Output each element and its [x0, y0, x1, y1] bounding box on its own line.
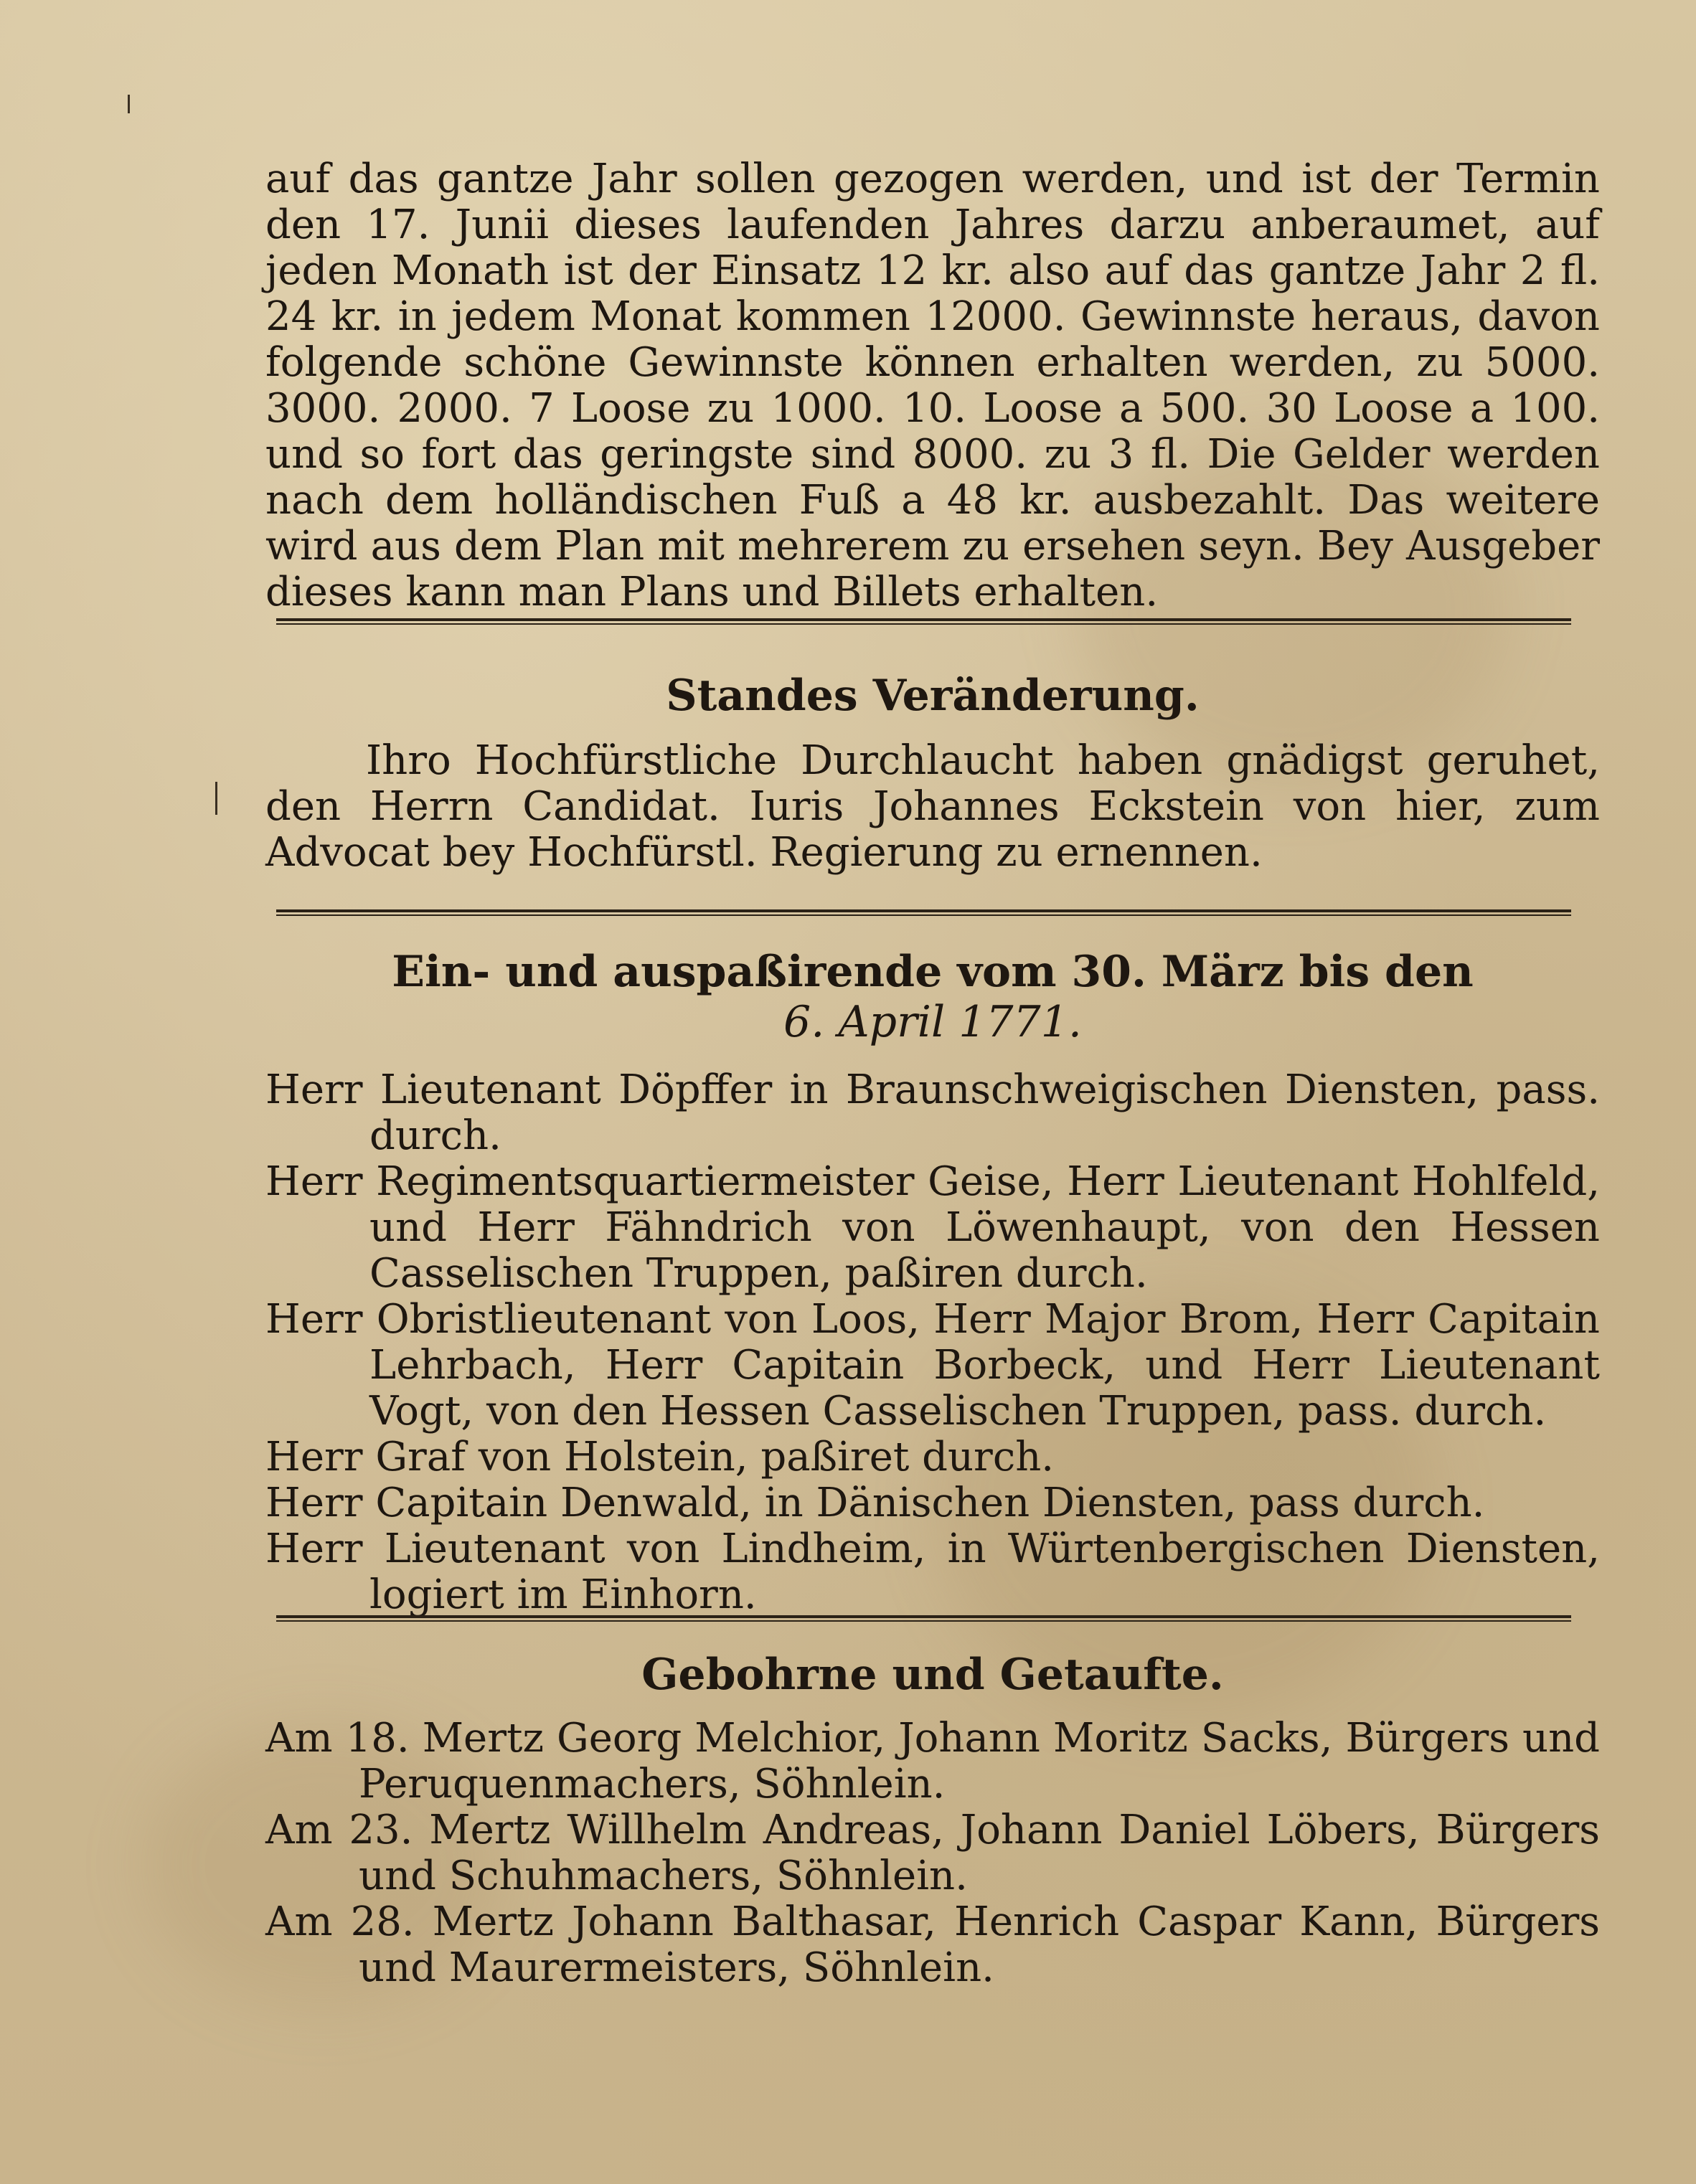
births-list [265, 1716, 1600, 1991]
list-item: Am 18. Mertz Georg Melchior, Johann Moritz Sacks, Bürgers und Peruquenmachers, Söhnlein. [265, 1715, 1600, 1807]
births-section [265, 1650, 1600, 1991]
standes-heading: Standes Veränderung. [666, 671, 1200, 721]
passing-list [265, 1067, 1600, 1618]
margin-mark [128, 95, 130, 113]
list-item: Am 23. Mertz Willhelm Andreas, Johann Daniel Löbers, Bürgers und Schuhmachers, Söhnlein. [265, 1807, 1600, 1899]
margin-mark [215, 782, 217, 815]
list-item: Herr Graf von Holstein, paßiret durch. [265, 1434, 1055, 1480]
list-item: Herr Capitain Denwald, in Dänischen Diensten, pass durch. [265, 1480, 1485, 1526]
intro-section [265, 156, 1600, 615]
passing-heading-line1: Ein- und auspaßirende vom 30. März bis den [392, 947, 1474, 997]
section-divider [276, 618, 1571, 625]
list-item: Herr Regimentsquartiermeister Geise, Herr Lieutenant Hohlfeld, und Herr Fähndrich von Löwenhaupt, von den Hessen Casselischen Truppen, paßiren durch. [265, 1158, 1600, 1297]
list-item: Herr Lieutenant Döpffer in Braunschweigischen Diensten, pass. durch. [265, 1067, 1600, 1159]
list-item: Herr Lieutenant von Lindheim, in Würtenbergischen Diensten, logiert im Einhorn. [265, 1526, 1600, 1618]
intro-paragraph: auf das gantze Jahr sollen gezogen werden, und ist der Termin den 17. Junii dieses laufenden Jahres darzu anberaumet, auf jeden Monath ist der Einsatz 12 kr. also auf das gantze Jahr 2 fl. 24 kr. in jedem Monat kommen 12000. Gewinnste heraus, davon folgende schöne Gewinnste können erhalten werden, zu 5000. 3000. 2000. 7 Loose zu 1000. 10. Loose a 500. 30 Loose a 100. und so fort das geringste sind 8000. zu 3 fl. Die Gelder werden nach dem holländischen Fuß a 48 kr. ausbezahlt. Das weitere wird aus dem Plan mit mehrerem zu ersehen seyn. Bey Ausgeber dieses kann man Plans und Billets erhalten. [265, 156, 1600, 615]
births-heading: Gebohrne und Getaufte. [641, 1650, 1224, 1700]
passing-heading-line2: 6. April 1771. [783, 997, 1082, 1047]
standes-paragraph: Ihro Hochfürstliche Durchlaucht haben gnädigst geruhet, den Herrn Candidat. Iuris Johannes Eckstein von hier, zum Advocat bey Hochfürstl. Regierung zu ernennen. [265, 737, 1600, 876]
list-item: Am 28. Mertz Johann Balthasar, Henrich Caspar Kann, Bürgers und Maurermeisters, Söhnlein. [265, 1899, 1600, 1991]
list-item: Herr Obristlieutenant von Loos, Herr Major Brom, Herr Capitain Lehrbach, Herr Capitain Borbeck, und Herr Lieutenant Vogt, von den Hessen Casselischen Truppen, pass. durch. [265, 1296, 1600, 1434]
section-divider [276, 1615, 1571, 1622]
passing-section [265, 947, 1600, 1618]
section-divider [276, 909, 1571, 916]
standes-section [265, 671, 1600, 876]
